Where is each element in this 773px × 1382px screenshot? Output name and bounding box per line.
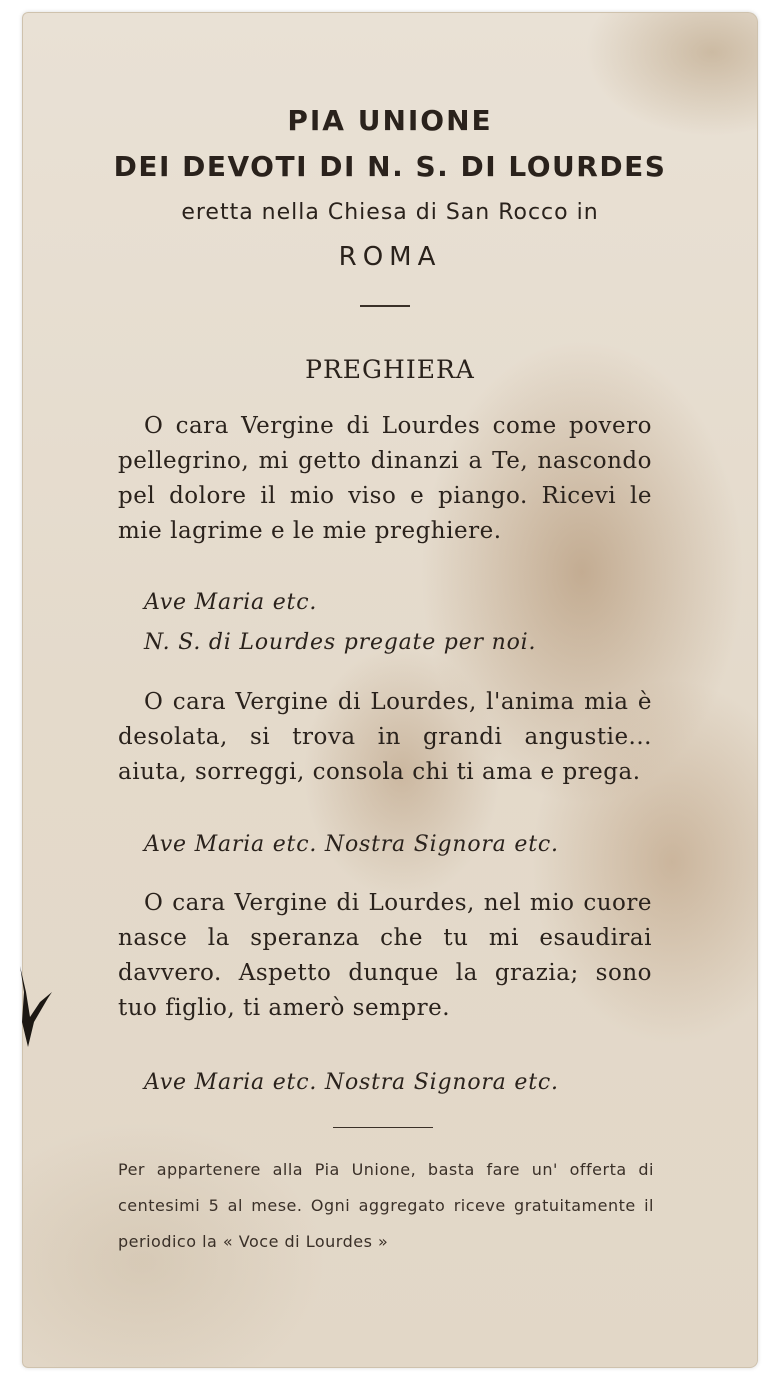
header-church: eretta nella Chiesa di San Rocco in (181, 200, 599, 225)
prayer-title: PREGHIERA (305, 355, 475, 384)
prayer-response-2: N. S. di Lourdes pregate per noi. (144, 630, 537, 655)
prayer-response-1: Ave Maria etc. (144, 590, 318, 615)
ink-stain-mark (18, 962, 58, 1052)
prayer-paragraph-3: O cara Vergine di Lourdes, nel mio cuore nasce la speranza che tu mi esaudirai davvero. Aspetto dunque la grazia; sono tuo figlio, ti amerò sempre. (118, 890, 652, 1021)
prayer-paragraph-2: O cara Vergine di Lourdes, l'anima mia è desolata, si trova in grandi angustie... aiuta, sorreggi, consola chi ti ama e prega. (118, 689, 652, 785)
header-city: ROMA (338, 242, 442, 272)
membership-note: Per appartenere alla Pia Unione, basta fare un' offerta di centesimi 5 al mese. Ogni aggregato riceve gratuitamente il periodico la « Voce di Lourdes » (118, 1160, 654, 1251)
prayer-response-4: Ave Maria etc. Nostra Signora etc. (144, 1070, 559, 1095)
divider-bottom (333, 1127, 433, 1128)
prayer-response-3: Ave Maria etc. Nostra Signora etc. (144, 832, 559, 857)
header-subtitle: DEI DEVOTI DI N. S. DI LOURDES (113, 150, 667, 183)
prayer-card (22, 12, 758, 1368)
header-title: PIA UNIONE (287, 104, 493, 137)
prayer-paragraph-1: O cara Vergine di Lourdes come povero pellegrino, mi getto dinanzi a Te, nascondo pel dolore il mio viso e piango. Ricevi le mie lagrime e le mie preghiere. (118, 413, 652, 544)
divider-top (360, 305, 410, 307)
